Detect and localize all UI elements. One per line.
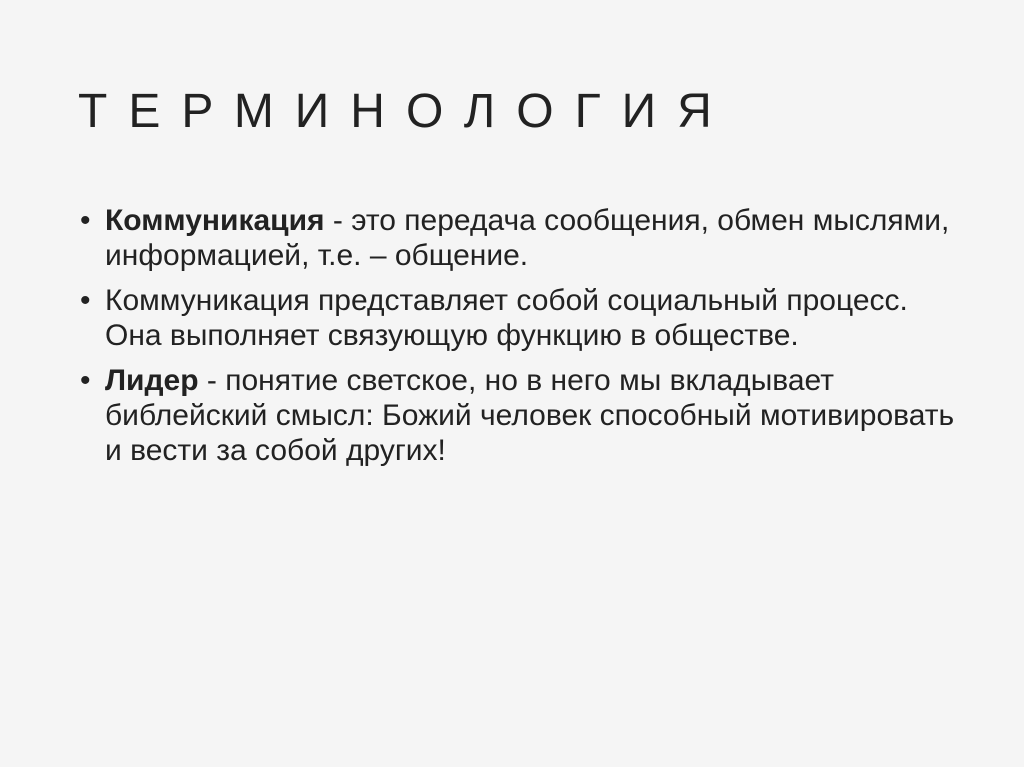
bullet-marker: • — [80, 364, 91, 397]
bullet-text: - это передача сообщения, обмен мыслями, информацией, т.е. – общение. — [105, 204, 950, 272]
bullet-term: Коммуникация — [105, 204, 325, 237]
slide-title: ТЕРМИНОЛОГИЯ — [78, 85, 733, 138]
bullet-text: - понятие светское, но в него мы вкладывает библейский смысл: Божий человек способный мотивировать и вести за собой других! — [105, 364, 955, 467]
bullet-list — [78, 203, 958, 478]
bullet-marker: • — [80, 204, 91, 237]
bullet-item-social-process — [78, 283, 958, 353]
bullet-marker: • — [80, 284, 91, 317]
bullet-term: Лидер — [105, 364, 199, 397]
bullet-item-leader — [78, 363, 958, 468]
bullet-item-communication — [78, 203, 958, 273]
bullet-text: Коммуникация представляет собой социальный процесс. Она выполняет связующую функцию в обществе. — [105, 284, 908, 352]
